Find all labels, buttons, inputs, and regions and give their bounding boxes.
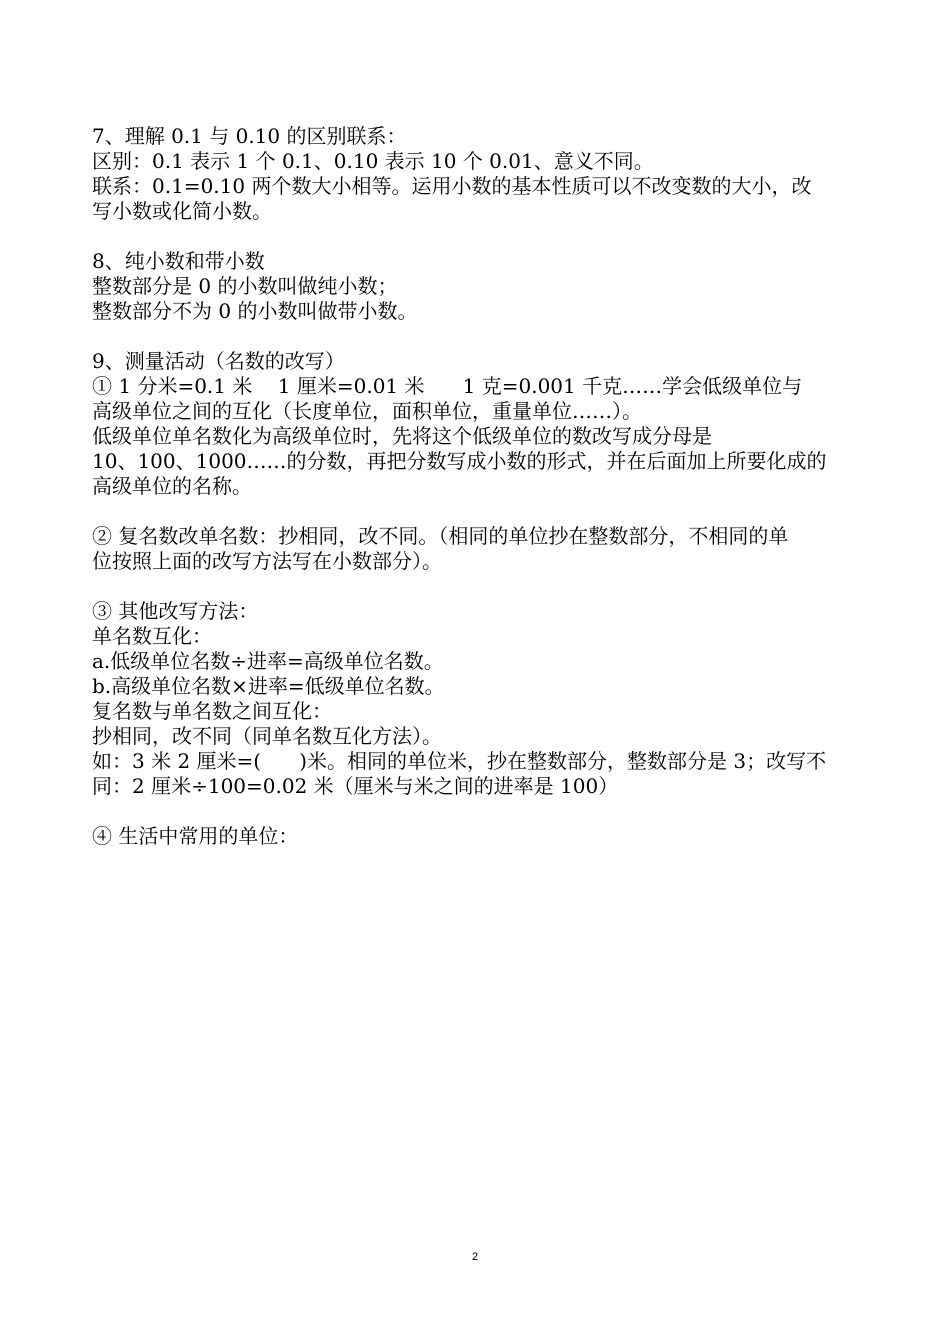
section-heading: 7、理解 0.1 与 0.10 的区别联系： — [92, 124, 407, 148]
paragraph-line: 整数部分是 0 的小数叫做纯小数； — [92, 274, 398, 298]
paragraph-line: 高级单位的名称。 — [92, 474, 252, 498]
section-spacer — [92, 224, 867, 249]
paragraph-line: 复名数与单名数之间互化： — [92, 699, 332, 723]
paragraph-line: b.高级单位名数×进率=低级单位名数。 — [92, 674, 445, 698]
subsection-2 — [92, 524, 867, 574]
paragraph-line: 联系：0.1=0.10 两个数大小相等。运用小数的基本性质可以不改变数的大小，改 — [92, 174, 812, 198]
paragraph-line: 同：2 厘米÷100=0.02 米（厘米与米之间的进率是 100） — [92, 774, 619, 798]
paragraph-line: 位按照上面的改写方法写在小数部分）。 — [92, 549, 442, 573]
section-heading: 8、纯小数和带小数 — [92, 249, 265, 273]
section-spacer — [92, 799, 867, 824]
paragraph-line: ① 1 分米=0.1 米 1 厘米=0.01 米 1 克=0.001 千克……学会低级单位与 — [92, 374, 803, 398]
paragraph-line: 10、100、1000……的分数，再把分数写成小数的形式，并在后面加上所要化成的 — [92, 449, 827, 473]
subsection-4 — [92, 824, 867, 849]
document-body — [92, 124, 867, 849]
section-spacer — [92, 499, 867, 524]
section-heading: 9、测量活动（名数的改写） — [92, 349, 345, 373]
paragraph-line: 如：3 米 2 厘米=( )米。相同的单位米，抄在整数部分，整数部分是 3；改写不 — [92, 749, 827, 773]
section-9 — [92, 349, 867, 499]
paragraph-line: 低级单位单名数化为高级单位时，先将这个低级单位的数改写成分母是 — [92, 424, 712, 448]
paragraph-line: 高级单位之间的互化（长度单位，面积单位，重量单位……）。 — [92, 399, 642, 423]
paragraph-line: 写小数或化简小数。 — [92, 199, 272, 223]
section-spacer — [92, 574, 867, 599]
paragraph-line: 区别：0.1 表示 1 个 0.1、0.10 表示 10 个 0.01、意义不同。 — [92, 149, 654, 173]
section-8 — [92, 249, 867, 324]
paragraph-line: 抄相同，改不同（同单名数互化方法）。 — [92, 724, 442, 748]
page-number: 2 — [471, 1251, 479, 1263]
subsection-heading: ④ 生活中常用的单位： — [92, 824, 299, 848]
section-7 — [92, 124, 867, 224]
paragraph-line: ② 复名数改单名数：抄相同，改不同。（相同的单位抄在整数部分，不相同的单 — [92, 524, 789, 548]
subsection-heading: ③ 其他改写方法： — [92, 599, 259, 623]
subsection-3 — [92, 599, 867, 799]
paragraph-line: 单名数互化： — [92, 624, 212, 648]
section-spacer — [92, 324, 867, 349]
paragraph-line: a.低级单位名数÷进率=高级单位名数。 — [92, 649, 444, 673]
paragraph-line: 整数部分不为 0 的小数叫做带小数。 — [92, 299, 418, 323]
